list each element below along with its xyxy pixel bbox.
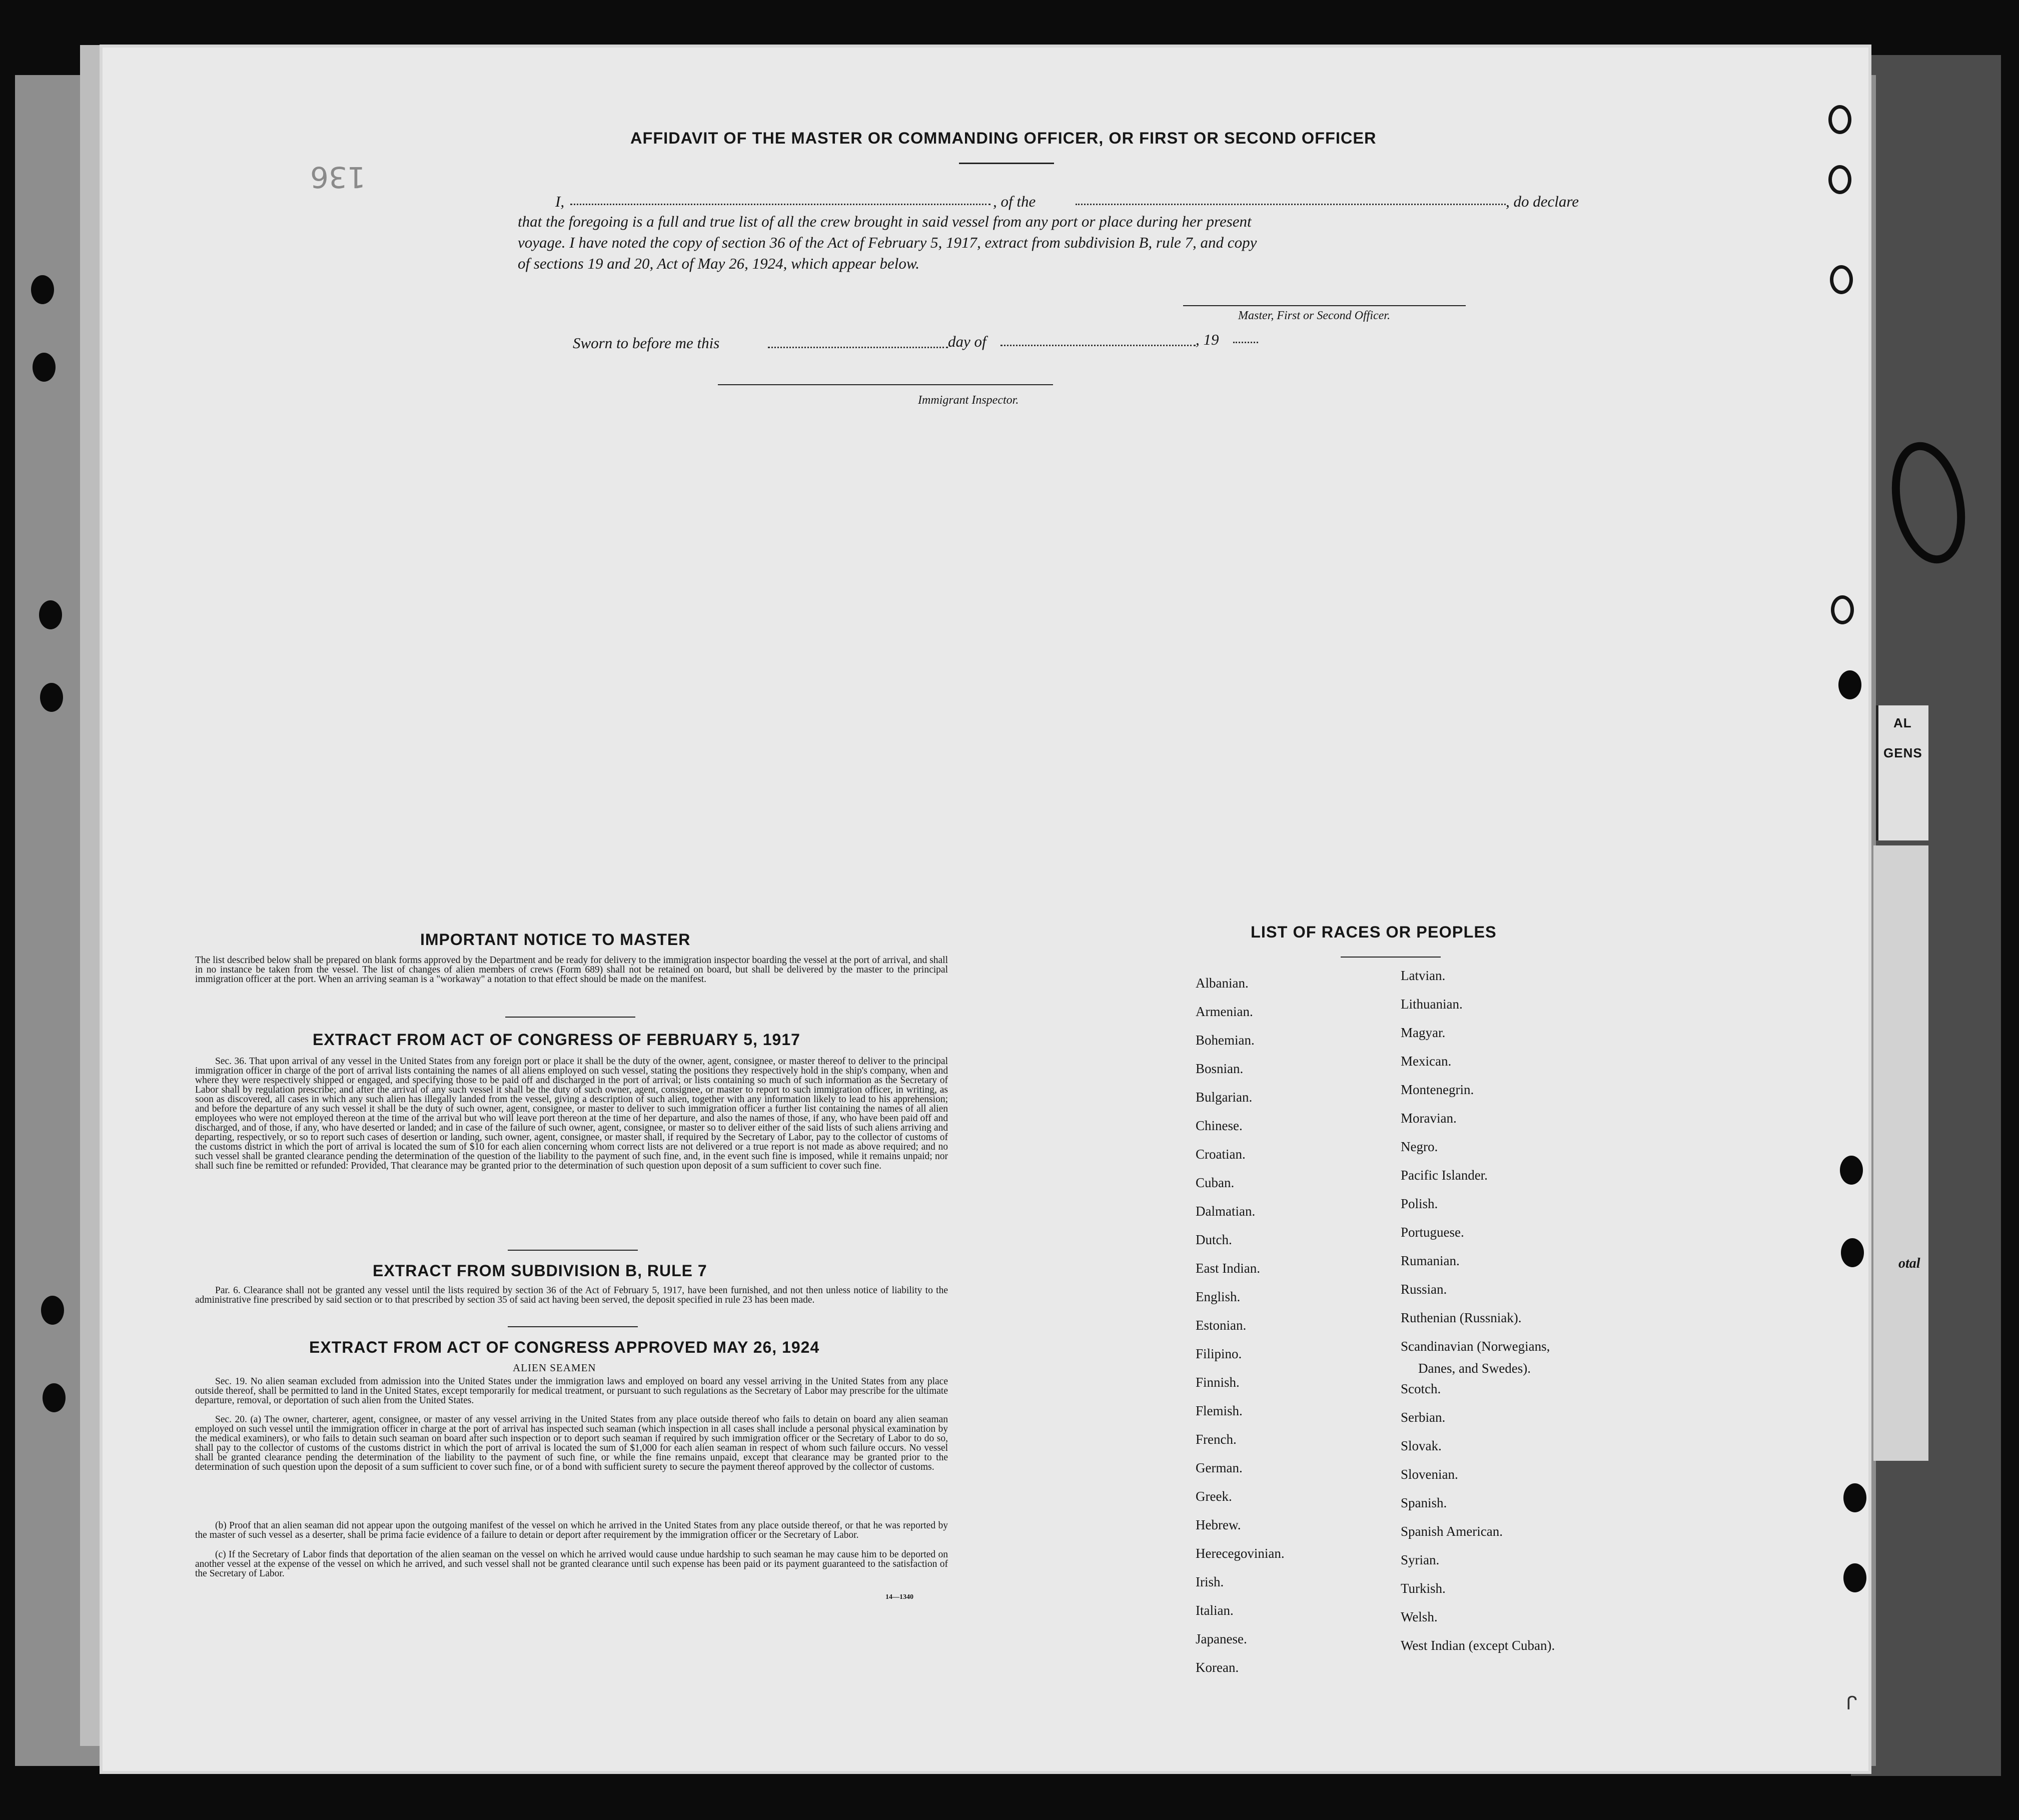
binder-ring-2 <box>1828 165 1851 194</box>
binder-hole-10 <box>1843 1483 1866 1512</box>
subdivision-b-body: Par. 6. Clearance shall not be granted any vessel until the lists required by section 36 of the Act of February 5, 1917, have been furnished, and not then unless notice of liability to the administrative fine prescribed by said section or to that prescribed by section 35 of said act having been served, the deposit specified in rule 23 has been made. <box>195 1285 948 1305</box>
race-item-left: German. <box>1196 1460 1243 1475</box>
binder-hole-9 <box>1841 1238 1864 1267</box>
edge-tab-text-1: AL <box>1893 715 1912 730</box>
document-page <box>103 48 1868 1771</box>
extract-1917-rule <box>508 1250 638 1251</box>
races-title: LIST OF RACES OR PEOPLES <box>1251 923 1497 941</box>
race-item-right: Serbian. <box>1401 1410 1446 1425</box>
race-item-right: Montenegrin. <box>1401 1082 1474 1097</box>
race-item-right: Mexican. <box>1401 1054 1452 1069</box>
inspector-signature-line[interactable] <box>718 384 1053 385</box>
race-item-right: Scandinavian (Norwegians, <box>1401 1339 1550 1354</box>
race-item-left: Armenian. <box>1196 1004 1253 1019</box>
race-item-left: English. <box>1196 1289 1241 1304</box>
binder-ring-4 <box>1831 595 1854 624</box>
notice-body: The list described below shall be prepared on blank forms approved by the Department and be ready for delivery to the immigration inspector boarding the vessel at the port of arrival, and shall in no instance be taken from the vessel. The list of changes of alien members of crews (Form 689) shall not be retained on board, but shall be delivered by the master to the principal immigration officer at the port. When an arriving seaman is a "workaway" a notation to that effect should be made on the manifest. <box>195 955 948 985</box>
race-item-left: Flemish. <box>1196 1403 1243 1418</box>
race-item-right: Rumanian. <box>1401 1253 1460 1268</box>
form-number: 14—1340 <box>885 1593 913 1601</box>
edge-tab-text-2: GENS <box>1883 745 1922 760</box>
extract-1924-sec19: Sec. 19. No alien seaman excluded from admission into the United States under the immigration laws and employed on board any vessel arriving in the United States from any place outside thereof, shall be permitted to land in the United States, except temporarily for medical treatment, or pursuant to such regulations as the Secretary of Labor may prescribe for the ultimate departure, removal, or deportation of such alien from the United States. <box>195 1376 948 1406</box>
affidavit-do-declare: , do declare <box>1506 193 1579 210</box>
notice-rule <box>505 1017 635 1018</box>
race-item-right: Polish. <box>1401 1196 1438 1211</box>
binder-hole-3 <box>39 600 62 629</box>
race-item-left: Chinese. <box>1196 1118 1243 1133</box>
vessel-name-field[interactable] <box>1076 204 1506 205</box>
race-item-left: Dalmatian. <box>1196 1204 1256 1219</box>
notice-title: IMPORTANT NOTICE TO MASTER <box>420 931 691 949</box>
edge-tab-text-3: otal <box>1898 1256 1920 1271</box>
race-item-right: Portuguese. <box>1401 1225 1464 1240</box>
race-item-right: Lithuanian. <box>1401 997 1463 1012</box>
sworn-day-field[interactable] <box>768 347 948 348</box>
races-title-rule <box>1341 957 1441 958</box>
master-signature-caption: Master, First or Second Officer. <box>1238 309 1390 322</box>
day-of-label: day of <box>948 333 986 350</box>
binder-ring-1 <box>1828 105 1851 134</box>
race-item-left: Bulgarian. <box>1196 1090 1253 1105</box>
race-item-left: Cuban. <box>1196 1175 1235 1190</box>
race-item-right: Ruthenian (Russniak). <box>1401 1310 1522 1325</box>
race-item-right: Syrian. <box>1401 1552 1440 1567</box>
subdivision-b-rule <box>508 1326 638 1327</box>
binder-hole-4 <box>40 683 63 712</box>
binder-hole-11 <box>1843 1563 1866 1592</box>
race-item-scandinavian-cont: Danes, and Swedes). <box>1418 1361 1531 1376</box>
edge-tab <box>1876 705 1928 840</box>
race-item-right: West Indian (except Cuban). <box>1401 1638 1555 1653</box>
race-item-left: East Indian. <box>1196 1261 1260 1276</box>
master-name-field[interactable] <box>570 204 990 205</box>
race-item-left: Bohemian. <box>1196 1033 1255 1048</box>
affidavit-of-the-label: , of the <box>993 193 1036 210</box>
race-item-right: Pacific Islander. <box>1401 1168 1488 1183</box>
sworn-month-field[interactable] <box>1000 345 1196 346</box>
extract-1917-body: Sec. 36. That upon arrival of any vessel in the United States from any foreign port or place it shall be the duty of the owner, agent, consignee, or master thereof to deliver to the principal immigration officer in charge of the port of arrival lists containing the names of all aliens employed on such vessel, stating the positions they respectively hold in the ship's company, when and where they were respectively shipped or engaged, and specifying those to be paid off and discharged in the port of arrival; or lists containing so much of such information as the Secretary of Labor shall by regulation prescribe; and after the arrival of any such vessel it shall be the duty of such owner, agent, consignee, or master to report to such immigration officer, in writing, as soon as discovered, all cases in which any such alien has illegally landed from the vessel, giving a description of such alien, together with any information likely to lead to his apprehension; and before the departure of any such vessel it shall be the duty of such owner, agent, consignee, or master to deliver to such immigration officer a further list containing the names of all alien employees who were not employed thereon at the time of the arrival but who will leave port thereon at the time of her departure, and also the names of those, if any, who have been paid off and discharged, and of those, if any, who have deserted or landed; and in case of the failure of such owner, agent, consignee, or master so to deliver either of the said lists of such aliens arriving and departing, respectively, or so to report such cases of desertion or landing, such owner, agent, consignee, or master shall, if required by the Secretary of Labor, pay to the collector of customs of the customs district in which the port of arrival is located the sum of $10 for each alien concerning whom correct lists are not delivered or a true report is not made as above required; and no such vessel shall be granted clearance pending the determination of the question of the liability to the payment of such fine, and, in the event such fine is imposed, while it remains unpaid; nor shall such fine be remitted or refunded: Provided, That clearance may be granted prior to the determination of such question upon deposit of a sum sufficient to cover such fine. <box>195 1056 948 1171</box>
race-item-right: Scotch. <box>1401 1381 1441 1396</box>
race-item-left: Italian. <box>1196 1603 1234 1618</box>
race-item-left: Croatian. <box>1196 1147 1246 1162</box>
binder-ring-3 <box>1830 265 1853 294</box>
affidavit-line-3: of sections 19 and 20, Act of May 26, 1924, which appear below. <box>518 255 920 272</box>
race-item-left: Herecegovinian. <box>1196 1546 1285 1561</box>
race-item-left: Estonian. <box>1196 1318 1247 1333</box>
race-item-right: Spanish American. <box>1401 1524 1503 1539</box>
sworn-label: Sworn to before me this <box>573 334 720 352</box>
extract-1924-sec20c: (c) If the Secretary of Labor finds that deportation of the alien seaman on the vessel on which he arrived would cause undue hardship to such seaman he may cause him to be deported on another vessel at the expense of the vessel on which he arrived, and such vessel shall not be granted clearance until such expense has been paid or its payment guaranteed to the satisfaction of the Secretary of Labor. <box>195 1549 948 1579</box>
race-item-right: Magyar. <box>1401 1025 1446 1040</box>
binder-hole-2 <box>33 353 56 382</box>
race-item-right: Latvian. <box>1401 968 1446 983</box>
race-item-right: Slovenian. <box>1401 1467 1458 1482</box>
race-item-left: Japanese. <box>1196 1631 1247 1646</box>
year-label: , 19 <box>1196 331 1219 348</box>
sworn-year-field[interactable] <box>1233 342 1258 343</box>
race-item-left: Albanian. <box>1196 976 1249 991</box>
race-item-right: Welsh. <box>1401 1609 1438 1624</box>
handwritten-zero-mark <box>1886 435 1973 570</box>
race-item-left: Irish. <box>1196 1574 1224 1589</box>
race-item-left: French. <box>1196 1432 1237 1447</box>
extract-1924-sec20a: Sec. 20. (a) The owner, charterer, agent, consignee, or master of any vessel arriving in the United States from any place outside thereof who fails to detain on board any alien seaman employed on such vessel until the immigration officer in charge at the port of arrival has inspected such seaman (which inspection in all cases shall include a personal physical examination by the medical examiners), or who fails to detain such seaman on board after such inspection or to deport such seaman if required by such immigration officer or the Secretary of Labor to do so, shall pay to the collector of customs of the customs district in which the port of arrival is located the sum of $1,000 for each alien seaman in respect of whom such failure occurs. No vessel shall be granted clearance pending the determination of the liability to the payment of such fine, or while the fine remains unpaid, except that clearance may be granted prior to the determination of such question upon the deposit of a sum sufficient to cover such fine, or of a bond with sufficient surety to secure the payment thereof approved by the collector of customs. <box>195 1414 948 1472</box>
race-item-left: Korean. <box>1196 1660 1239 1675</box>
affidavit-line-1: that the foregoing is a full and true list of all the crew brought in said vessel from any port or place during her present <box>518 213 1252 230</box>
page-number-handwritten: 136 <box>310 160 366 194</box>
race-item-right: Russian. <box>1401 1282 1447 1297</box>
race-item-left: Greek. <box>1196 1489 1232 1504</box>
race-item-right: Turkish. <box>1401 1581 1446 1596</box>
extract-1924-subtitle: ALIEN SEAMEN <box>513 1362 596 1374</box>
subdivision-b-title: EXTRACT FROM SUBDIVISION B, RULE 7 <box>373 1262 707 1280</box>
race-item-right: Moravian. <box>1401 1111 1457 1126</box>
race-item-left: Hebrew. <box>1196 1517 1241 1532</box>
binder-hole-5 <box>41 1296 64 1325</box>
affidavit-i-label: I, <box>555 193 565 210</box>
binder-hole-8 <box>1840 1156 1863 1185</box>
extract-1924-title: EXTRACT FROM ACT OF CONGRESS APPROVED MAY 26, 1924 <box>309 1338 820 1356</box>
inspector-signature-caption: Immigrant Inspector. <box>918 394 1019 407</box>
race-item-right: Spanish. <box>1401 1495 1447 1510</box>
extract-1924-sec20b: (b) Proof that an alien seaman did not appear upon the outgoing manifest of the vessel on which he arrived in the United States from any place outside thereof, or that he was reported by the master of such vessel as a deserter, shall be prima facie evidence of a failure to detain or deport after requirement by the immigration officer or the Secretary of Labor. <box>195 1520 948 1540</box>
edge-strip <box>1873 845 1928 1461</box>
race-item-right: Negro. <box>1401 1139 1438 1154</box>
affidavit-title: AFFIDAVIT OF THE MASTER OR COMMANDING OFFICER, OR FIRST OR SECOND OFFICER <box>630 129 1377 147</box>
pencil-mark: ᒋ <box>1846 1693 1857 1714</box>
binder-hole-6 <box>43 1383 66 1412</box>
race-item-left: Bosnian. <box>1196 1061 1244 1076</box>
master-signature-line[interactable] <box>1183 305 1466 306</box>
affidavit-title-rule <box>959 163 1054 164</box>
binder-hole-1 <box>31 275 54 304</box>
affidavit-line-2: voyage. I have noted the copy of section 36 of the Act of February 5, 1917, extract from subdivision B, rule 7, and copy <box>518 234 1257 251</box>
race-item-left: Dutch. <box>1196 1232 1232 1247</box>
race-item-left: Filipino. <box>1196 1346 1242 1361</box>
race-item-right: Slovak. <box>1401 1438 1442 1453</box>
extract-1917-title: EXTRACT FROM ACT OF CONGRESS OF FEBRUARY 5, 1917 <box>313 1031 800 1049</box>
binder-hole-7 <box>1838 670 1861 699</box>
race-item-left: Finnish. <box>1196 1375 1240 1390</box>
